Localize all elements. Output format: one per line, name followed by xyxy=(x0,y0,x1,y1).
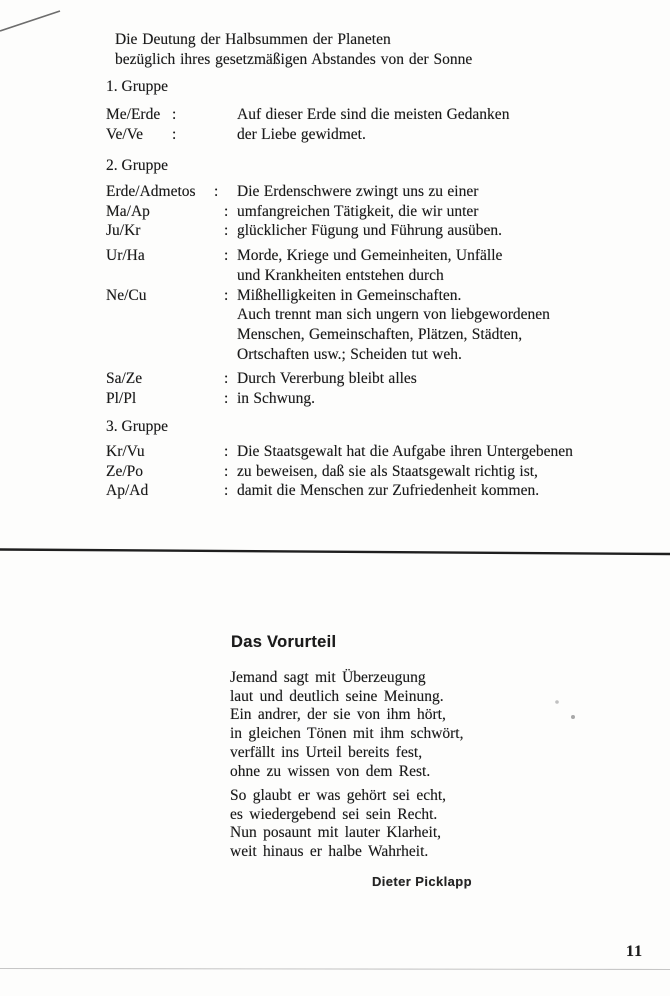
interpretation-text: Die Staatsgewalt hat die Aufgabe ihren Untergebenen xyxy=(237,443,573,460)
poem-author: Dieter Picklapp xyxy=(372,874,472,889)
scan-speck xyxy=(571,715,575,719)
interpretation-row xyxy=(106,369,656,389)
interpretation-row xyxy=(106,345,656,365)
interpretation-text: Auch trennt man sich ungern von liebgewordenen xyxy=(237,306,550,324)
interpretation-text: glücklicher Fügung und Führung ausüben. xyxy=(237,222,503,240)
row-colon: : xyxy=(224,370,229,388)
interpretation-text: der Liebe gewidmet. xyxy=(237,125,366,143)
planet-pair-label: Ur/Ha xyxy=(106,247,145,265)
document-title-line-1: Die Deutung der Halbsummen der Planeten xyxy=(115,31,391,48)
row-colon: : xyxy=(224,222,229,240)
planet-pair-label: Ju/Kr xyxy=(106,222,141,240)
poem-line: Jemand sagt mit Überzeugung xyxy=(230,669,426,686)
poem-line: weit hinaus er halbe Wahrheit. xyxy=(230,843,429,861)
poem-line: es wiedergebend sei sein Recht. xyxy=(230,805,438,823)
row-colon: : xyxy=(224,462,229,480)
planet-pair-label: Ve/Ve xyxy=(106,125,144,143)
interpretation-text: in Schwung. xyxy=(237,390,315,408)
interpretation-text: Auf dieser Erde sind die meisten Gedanken xyxy=(237,106,510,123)
poem-line: ohne zu wissen von dem Rest. xyxy=(230,762,431,780)
interpretation-row xyxy=(106,182,656,202)
planet-pair-label: Me/Erde xyxy=(106,106,161,123)
interpretation-text: damit die Menschen zur Zufriedenheit kommen. xyxy=(237,482,540,500)
scan-artifact-stroke xyxy=(0,11,60,31)
group-rows xyxy=(106,442,656,501)
interpretation-row xyxy=(106,246,656,266)
interpretation-row xyxy=(106,389,656,409)
poem-title: Das Vorurteil xyxy=(231,633,337,651)
row-colon: : xyxy=(224,202,229,220)
interpretation-text: und Krankheiten entstehen durch xyxy=(237,266,444,284)
group-heading: 3. Gruppe xyxy=(106,418,168,435)
interpretation-text: umfangreichen Tätigkeit, die wir unter xyxy=(237,202,479,220)
row-colon: : xyxy=(214,183,219,200)
interpretation-text: Ortschaften usw.; Scheiden tut weh. xyxy=(237,345,462,363)
poem-line: verfällt ins Urteil bereits fest, xyxy=(230,743,423,761)
planet-pair-label: Kr/Vu xyxy=(106,443,145,460)
row-colon: : xyxy=(224,443,229,460)
planet-pair-label: Ap/Ad xyxy=(106,482,149,500)
interpretation-row xyxy=(106,221,656,241)
row-colon: : xyxy=(224,390,229,408)
interpretation-row xyxy=(106,325,656,345)
document-title-line-2: bezüglich ihres gesetzmäßigen Abstandes von der Sonne xyxy=(115,50,473,68)
interpretation-row xyxy=(106,125,656,145)
interpretation-text: Mißhelligkeiten in Gemeinschaften. xyxy=(237,286,462,304)
document-title xyxy=(115,30,472,69)
planet-pair-label: Erde/Admetos xyxy=(106,183,196,200)
poem-line: Ein andrer, der sie von ihm hört, xyxy=(230,706,446,724)
interpretation-row xyxy=(106,105,656,125)
interpretation-row xyxy=(106,266,656,286)
interpretation-row xyxy=(106,442,656,462)
poem-line: laut und deutlich seine Meinung. xyxy=(230,687,444,705)
planet-pair-label: Ze/Po xyxy=(106,462,144,480)
interpretation-text: Durch Vererbung bleibt alles xyxy=(237,370,417,388)
poem-line: in gleichen Tönen mit ihm schwört, xyxy=(230,725,464,743)
planet-pair-label: Pl/Pl xyxy=(106,390,137,408)
planet-pair-label: Ne/Cu xyxy=(106,286,147,304)
interpretation-row xyxy=(106,202,656,222)
row-colon: : xyxy=(224,286,229,304)
group-heading: 2. Gruppe xyxy=(106,157,168,174)
row-colon: : xyxy=(172,125,177,143)
interpretation-text: zu beweisen, daß sie als Staatsgewalt richtig ist, xyxy=(237,462,538,480)
group-rows xyxy=(106,105,656,144)
group-heading: 1. Gruppe xyxy=(106,78,168,95)
page-number: 11 xyxy=(626,943,644,960)
interpretation-row xyxy=(106,481,656,501)
poem-line: So glaubt er was gehört sei echt, xyxy=(230,787,447,804)
poem-stanza xyxy=(230,787,446,862)
section-divider-rule xyxy=(0,550,670,555)
poem-stanza xyxy=(230,669,463,781)
interpretation-text: Die Erdenschwere zwingt uns zu einer xyxy=(237,183,479,200)
row-colon: : xyxy=(224,482,229,500)
poem-line: Nun posaunt mit lauter Klarheit, xyxy=(230,824,442,842)
group-rows xyxy=(106,182,656,409)
interpretation-row xyxy=(106,305,656,325)
interpretation-text: Menschen, Gemeinschaften, Plätzen, Städten, xyxy=(237,325,523,343)
planet-pair-label: Ma/Ap xyxy=(106,202,150,220)
bottom-faint-rule xyxy=(0,969,670,970)
row-colon: : xyxy=(224,247,229,265)
interpretation-row xyxy=(106,286,656,306)
scan-speck xyxy=(555,700,559,704)
planet-pair-label: Sa/Ze xyxy=(106,370,143,388)
row-colon: : xyxy=(172,106,177,123)
interpretation-row xyxy=(106,462,656,482)
interpretation-text: Morde, Kriege und Gemeinheiten, Unfälle xyxy=(237,247,503,265)
